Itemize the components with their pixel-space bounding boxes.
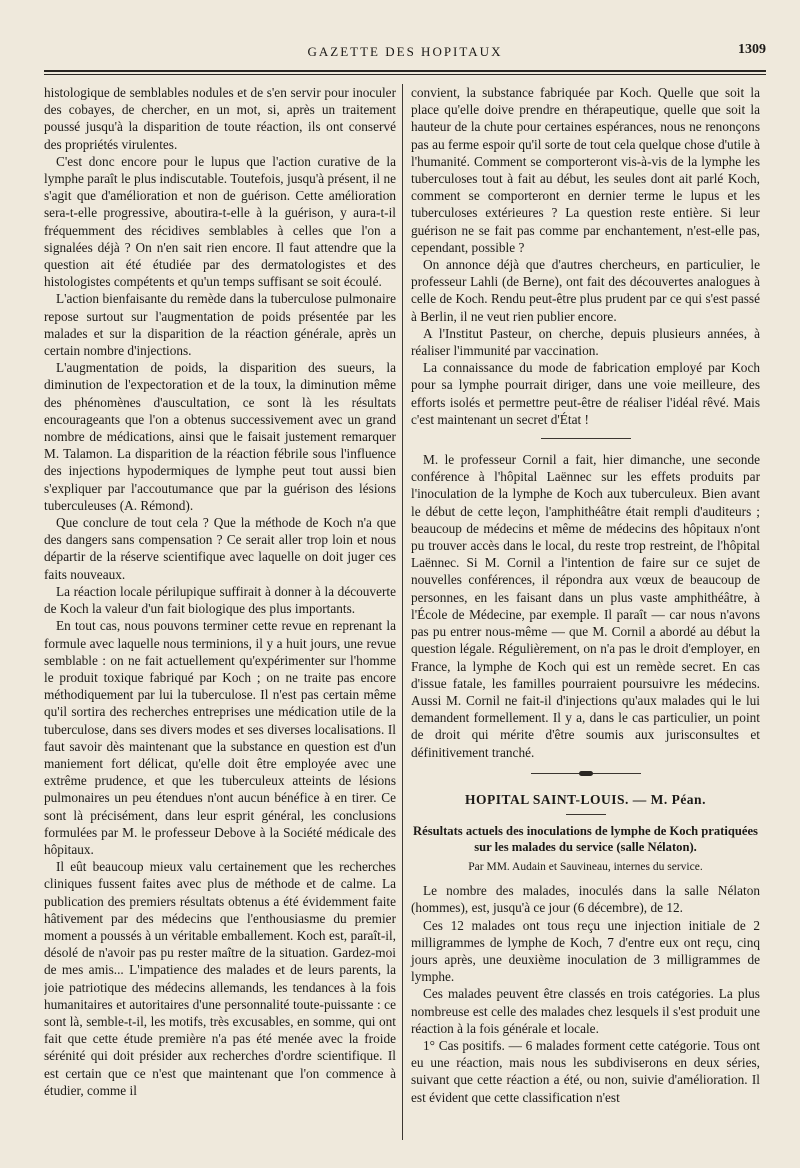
byline: Par MM. Audain et Sauvineau, internes du service. <box>468 860 703 873</box>
paragraph: Que conclure de tout cela ? Que la méthode de Koch n'a que des dangers sans compensation ? Ce serait aller trop loin et nous départir de la réserve scientifique avec laquelle on doit juger ces faits nouveaux. <box>44 515 396 582</box>
paragraph: La connaissance du mode de fabrication employé par Koch pour sa lymphe pourrait diriger, dans une voie meilleure, des efforts isolés et permettre peut-être de réaliser l'idéal rêvé. Mais c'est maintenant un secret d'État ! <box>411 360 760 427</box>
paragraph: M. le professeur Cornil a fait, hier dimanche, une seconde conférence à l'hôpital Laënnec sur les effets produits par l'inoculation de la lymphe de Koch aux tuberculeux. Bien avant le début de cette leçon, l'amphithéâtre était rempli d'auditeurs ; beaucoup de médecins et même de médecins des hôpitaux n'ont pu trouver accès dans le local, du reste trop restreint, de l'hôpital Laënnec. Si M. Cornil a l'intention de faire sur ce sujet de nouvelles conférences, il répondra aux vœux de beaucoup de personnes, en les faisant dans un plus vaste amphithéâtre, à l'École de Médecine, par exemple. Il paraît — car nous n'avons pas pu entrer nous-même — que M. Cornil a abordé au début la question légale. Régulièrement, on n'a pas le droit d'employer, en France, la lymphe de Koch qui est un remède secret. En cas d'issue fatale, les familles pourraient poursuivre les médecins. Aussi M. Cornil ne fait-il d'injections qu'aux malades qui le lui demandent formellement. Il y a, dans le cas particulier, un point de droit qui mérite d'être soumis aux jurisconsultes et définitivement tranché. <box>411 452 760 760</box>
paragraph: A l'Institut Pasteur, on cherche, depuis plusieurs années, à réaliser l'immunité par vaccination. <box>411 325 760 359</box>
separator-rule <box>566 814 606 815</box>
ornamental-separator <box>531 773 641 779</box>
page-number: 1309 <box>738 42 766 57</box>
paragraph: Il eût beaucoup mieux valu certainement que les recherches cliniques fussent faites avec plus de méthode et de calme. La publication des premiers résultats obtenus a été évidemment faite hâtivement par des médecins que l'enthousiasme du premier moment a poussés à un véritable emballement. Koch est, paraît-il, désolé de n'avoir pas pu rester maître de la situation. Gardez-moi de mes amis... L'impatience des malades et de leurs parents, la joie patriotique des médecins allemands, les tendances à la fois humanitaires et autoritaires d'une personnalité toute-puissante : ce sont là, semble-t-il, les motifs, très excusables, en somme, qui ont fait que cette étude première n'a pas été menée avec la froide sérénité qui doit présider aux recherches d'ordre scientifique. Il est certain que ce n'est que maintenant que l'on commence à étudier, comme il <box>44 859 396 1098</box>
paragraph: On annonce déjà que d'autres chercheurs, en particulier, le professeur Lahli (de Berne), ont fait des découvertes analogues à celle de Koch. Rendu peut-être plus prudent par ce qui s'est passé à Berlin, il ne veut rien publier encore. <box>411 257 760 324</box>
journal-title: GAZETTE DES HOPITAUX <box>307 44 503 59</box>
paragraph: histologique de semblables nodules et de s'en servir pour inoculer des cobayes, de chercher, en un mot, si, après un traitement poussé jusqu'à la disparition de toute réaction, ils ont conservé des propriétés virulentes. <box>44 85 396 152</box>
section-title: HOPITAL SAINT-LOUIS. — M. Péan. <box>465 791 706 807</box>
subsection-title: Résultats actuels des inoculations de lymphe de Koch pratiquées sur les malades du service (salle Nélaton). <box>413 823 758 854</box>
separator-rule <box>541 438 631 439</box>
page-header <box>44 40 766 66</box>
header-rule <box>44 70 766 75</box>
newspaper-page <box>44 40 766 1140</box>
right-column <box>402 84 760 1140</box>
paragraph: 1° Cas positifs. — 6 malades forment cette catégorie. Tous ont eu une réaction, mais nous les subdiviserons en deux séries, suivant que cette réaction a été, ou non, suivie d'amélioration. Il est évident que cette classification n'est <box>411 1037 760 1105</box>
paragraph: convient, la substance fabriquée par Koch. Quelle que soit la place qu'elle doive prendre en thérapeutique, quelle que soit la hauteur de la chute pour certaines espérances, nous ne renonçons pas au ferme espoir qu'il sorte de tout cela quelque chose d'utile à l'humanité. Comment se comporteront vis-à-vis de la lymphe les tuberculoses tout à fait au début, les seules dont ait parlé Koch, comment se comporteront en dernier terme le lupus et les tuberculoses extérieures ? La question reste entière. Si leur guérison ne se fait pas comme par enchantement, n'est-elle pas, cependant, possible ? <box>411 85 760 255</box>
text-columns <box>44 84 766 1140</box>
paragraph: C'est donc encore pour le lupus que l'action curative de la lymphe paraît le plus indiscutable. Toutefois, jusqu'à présent, il ne s'agit que d'amélioration et non de guérison. Cette amélioration sera-t-elle progressive, aboutira-t-elle à la guérison, y aura-t-il fréquemment des récidives semblables à celles que l'on a signalées déjà ? On n'en sait rien encore. Il faut attendre que la question ait été étudiée par des dermatologistes et des histologistes compétents et qu'un temps suffisant se soit écoulé. <box>44 153 396 290</box>
paragraph: La réaction locale périlupique suffirait à donner à la découverte de Koch la valeur d'un fait biologique des plus importants. <box>44 583 396 617</box>
left-column <box>44 84 402 1140</box>
paragraph: Le nombre des malades, inoculés dans la salle Nélaton (hommes), est, jusqu'à ce jour (6 décembre), de 12. <box>411 883 760 916</box>
paragraph: Ces 12 malades ont tous reçu une injection initiale de 2 milligrammes de lymphe de Koch, 7 d'entre eux ont reçu, cinq jours après, une deuxième inoculation de 3 milligrammes de lymphe. <box>411 917 760 985</box>
paragraph: L'augmentation de poids, la disparition des sueurs, la diminution de l'expectoration et de la toux, la diminution même des phénomènes d'auscultation, ce sont là les résultats encourageants que l'on a obtenus successivement avec un grand nombre de médications, ainsi que le faisait justement remarquer M. Talamon. La disparition de la réaction fébrile sous l'influence des injections hypodermiques de lymphe peut tout aussi bien s'expliquer par l'accoutumance que par la guérison des lésions tuberculeuses (A. Rémond). <box>44 360 396 513</box>
paragraph: En tout cas, nous pouvons terminer cette revue en reprenant la formule avec laquelle nous terminions, il y a huit jours, une revue semblable : on ne fait actuellement qu'expérimenter sur l'homme le produit toxique fabriqué par Koch ; on ne traite pas encore méthodiquement par lui la tuberculose. Il n'est pas certain même qu'il sortira des recherches entreprises une médication utile de la tuberculose, dans ses divers modes et ses diverses localisations. Il faut savoir dès maintenant que la substance en question est d'un maniement fort délicat, qu'elle doit être employée avec une extrême prudence, et que les tuberculeux atteints de lésions pulmonaires un peu étendues n'ont aucun bénéfice à en tirer. Ce sont là précisément, dans leur esprit général, les conclusions formulées par M. le professeur Debove à la Société médicale des hôpitaux. <box>44 618 396 857</box>
paragraph: L'action bienfaisante du remède dans la tuberculose pulmonaire repose surtout sur l'augmentation de poids présentée par les malades et sur la disparition de la réaction générale, après un certain nombre d'injections. <box>44 291 396 359</box>
paragraph: Ces malades peuvent être classés en trois catégories. La plus nombreuse est celle des malades chez lesquels il s'est produit une réaction à la fois générale et locale. <box>411 986 760 1036</box>
